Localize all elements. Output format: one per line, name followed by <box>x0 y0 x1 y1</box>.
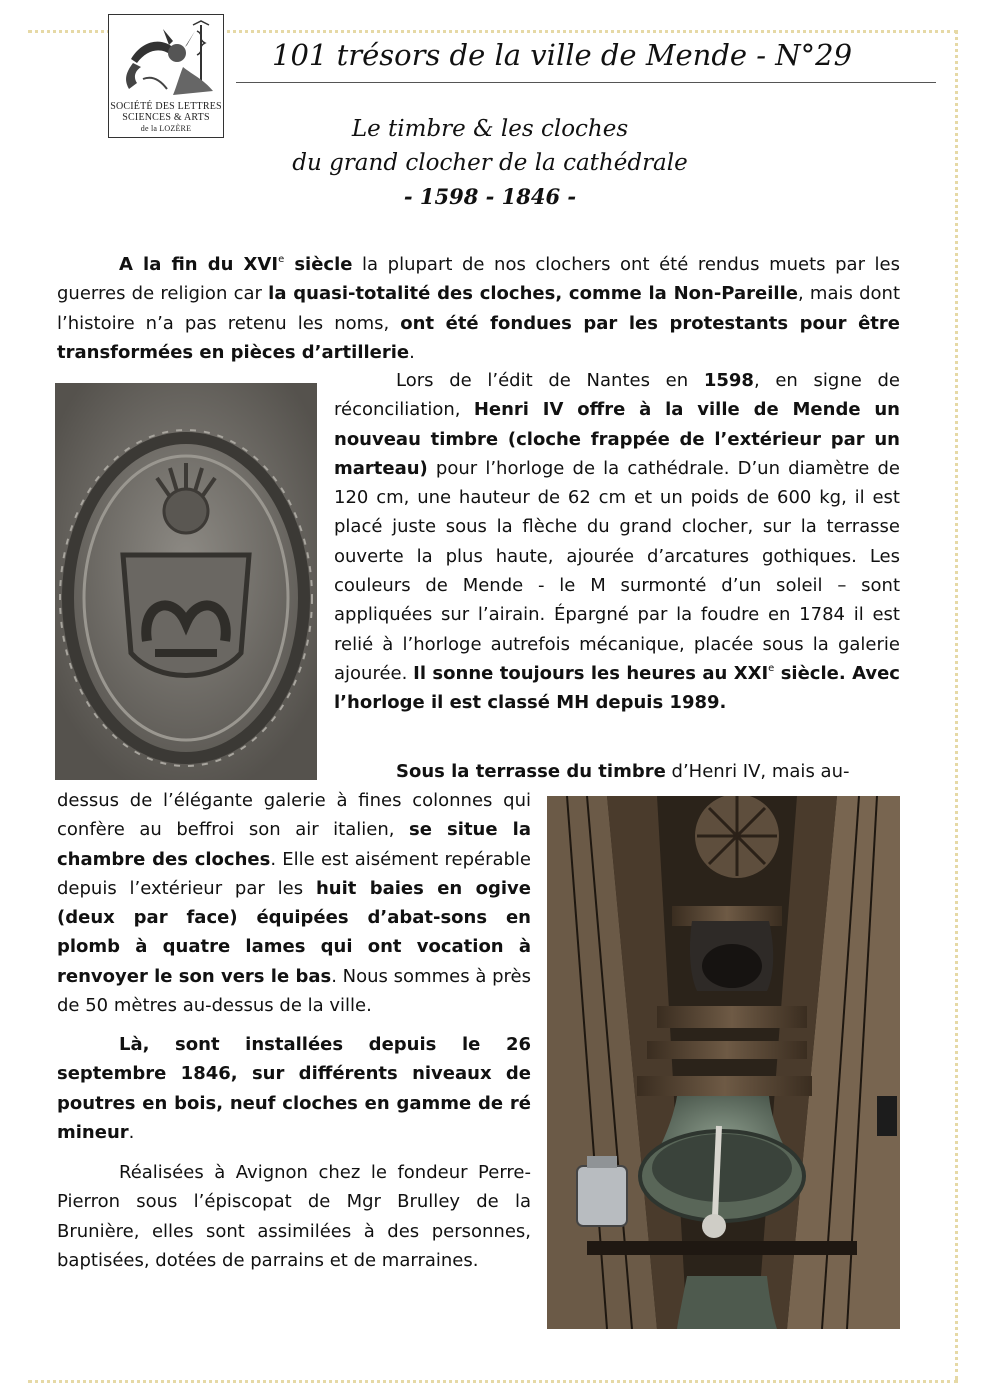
mercury-emblem-icon <box>113 19 219 99</box>
paragraph-4: Là, sont installées depuis le 26 septembre 1846, sur différents niveaux de poutres en bois, neuf cloches en gamme de ré mineur. <box>57 1034 531 1143</box>
page-border-right <box>955 30 958 1380</box>
paragraph-1: A la fin du XVIe siècle la plupart de nos clochers ont été rendus muets par les guerres de religion car la quasi-totalité des cloches, comme la Non-Pareille, mais dont l’histoire n’a pas retenu les noms, ont été fondues par les protestants pour être transformées en pièces d’artillerie. <box>57 254 901 363</box>
bell-chamber-photo <box>547 796 900 1329</box>
logo-line-3: de la LOZÈRE <box>140 124 192 133</box>
bell-chamber-image <box>547 796 900 1329</box>
paragraph-3: dessus de l’élégante galerie à fines colonnes qui confère au beffroi son air italien, se situe la chambre des cloches. Elle est aisément repérable depuis l’extérieur par les huit baies en ogive (deux par face) équipées d’abat-sons en plomb à quatre lames qui ont vocation à renvoyer le son vers le bas. Nous sommes à près de 50 mètres au-dessus de la ville. <box>57 790 531 1017</box>
seal-emblem-icon <box>55 383 317 780</box>
paragraph-2: Lors de l’édit de Nantes en 1598, en signe de réconciliation, Henri IV offre à la ville de Mende un nouveau timbre (cloche frappée de l’extérieur par un marteau) pour l’horloge de la cathédrale. D’un diamètre de 120 cm, une hauteur de 62 cm et un poids de 600 kg, il est placé juste sous la flèche du grand clocher, sur la terrasse ouverte la plus haute, ajourée d’arcatures gothiques. Les couleurs de Mende - le M surmonté d’un soleil – sont appliquées sur l’airain. Épargné par la foudre en 1784 il est relié à l’horloge autrefois mécanique, placée sous la galerie ajourée. Il sonne toujours les heures au XXIe siècle. Avec l’horloge il est classé MH depuis 1989. <box>334 370 901 714</box>
article-title-line-1: Le timbre & les cloches <box>351 116 629 142</box>
series-title: 101 trésors de la ville de Mende - N°29 <box>272 38 853 72</box>
page-border-bottom <box>28 1380 958 1383</box>
logo-line-2: SCIENCES & ARTS <box>122 112 210 123</box>
article-title-line-2: du grand clocher de la cathédrale <box>292 150 688 176</box>
paragraph-5: Réalisées à Avignon chez le fondeur Perre-Pierron sous l’épiscopat de Mgr Brulley de la Brunière, elles sont assimilées à des personnes, baptisées, dotées de parrains et de marraines. <box>57 1162 531 1271</box>
article-dates: - 1598 - 1846 - <box>403 184 577 209</box>
paragraph-3-first-line: Sous la terrasse du timbre d’Henri IV, mais au- <box>396 761 850 782</box>
logo-line-1: SOCIÉTÉ DES LETTRES <box>110 101 222 112</box>
bell-seal-photo <box>55 383 317 780</box>
header-divider <box>236 82 936 83</box>
